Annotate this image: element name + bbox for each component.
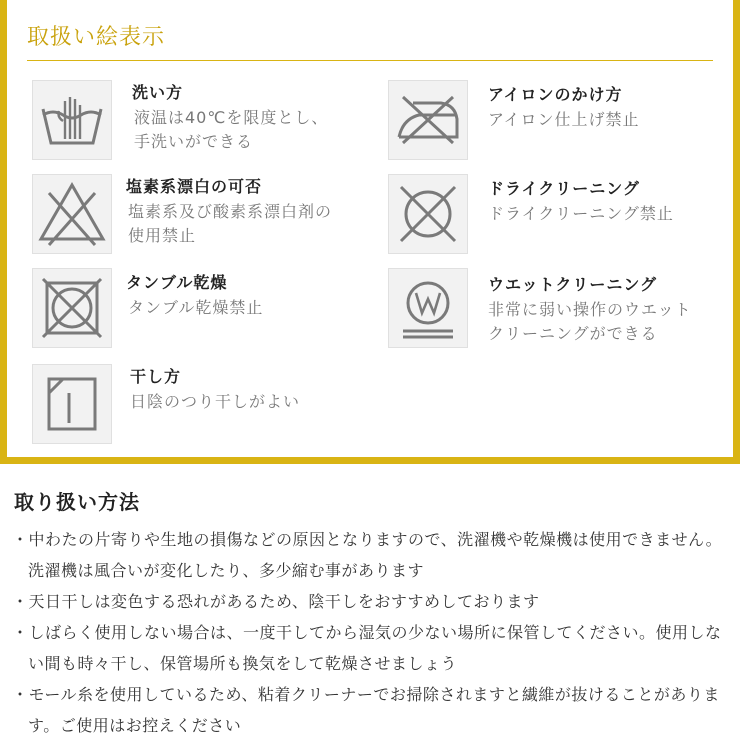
- dry-clean-title: ドライクリーニング: [488, 179, 640, 198]
- wet-cleaning-desc: 非常に弱い操作のウエット クリーニングができる: [488, 300, 692, 343]
- handling-notes: [12, 524, 732, 741]
- tumble-dry-title: タンブル乾燥: [126, 273, 228, 292]
- wet-cleaning-icon: [388, 268, 468, 348]
- drying-desc: 日陰のつり干しがよい: [130, 392, 301, 411]
- hand-wash-icon: [32, 80, 112, 160]
- panel-title: 取扱い絵表示: [27, 25, 166, 50]
- no-tumble-dry-icon: [32, 268, 112, 348]
- tumble-dry-desc: タンブル乾燥禁止: [128, 298, 264, 317]
- drying-title: 干し方: [130, 367, 182, 386]
- ironing-title: アイロンのかけ方: [488, 85, 623, 104]
- no-bleach-desc: 塩素系及び酸素系漂白剤の 使用禁止: [128, 202, 333, 245]
- note-item: ・モール糸を使用しているため、粘着クリーナーでお掃除されますと繊維が抜けることがあります。ご使用はお控えください: [12, 685, 720, 735]
- wet-cleaning-title: ウエットクリーニング: [488, 275, 658, 294]
- hand-wash-desc: 液温は40℃を限度とし、 手洗いができる: [134, 108, 329, 151]
- note-item: ・天日干しは変色する恐れがあるため、陰干しをおすすめしております: [12, 592, 540, 611]
- no-bleach-title: 塩素系漂白の可否: [126, 177, 263, 196]
- ironing-desc: アイロン仕上げ禁止: [488, 110, 640, 129]
- note-item: ・中わたの片寄りや生地の損傷などの原因となりますので、洗濯機や乾燥機は使用できません。洗濯機は風合いが変化したり、多少縮む事があります: [12, 530, 723, 580]
- drip-dry-icon: [32, 364, 112, 444]
- panel-divider: [27, 60, 713, 61]
- no-dry-clean-icon: [388, 174, 468, 254]
- dry-clean-desc: ドライクリーニング禁止: [488, 204, 674, 223]
- no-iron-icon: [388, 80, 468, 160]
- note-item: ・しばらく使用しない場合は、一度干してから湿気の少ない場所に保管してください。使用しない間も時々干し、保管場所も換気をして乾燥させましょう: [12, 623, 722, 673]
- no-bleach-icon: [32, 174, 112, 254]
- handling-title: 取り扱い方法: [14, 490, 140, 514]
- hand-wash-title: 洗い方: [132, 83, 184, 102]
